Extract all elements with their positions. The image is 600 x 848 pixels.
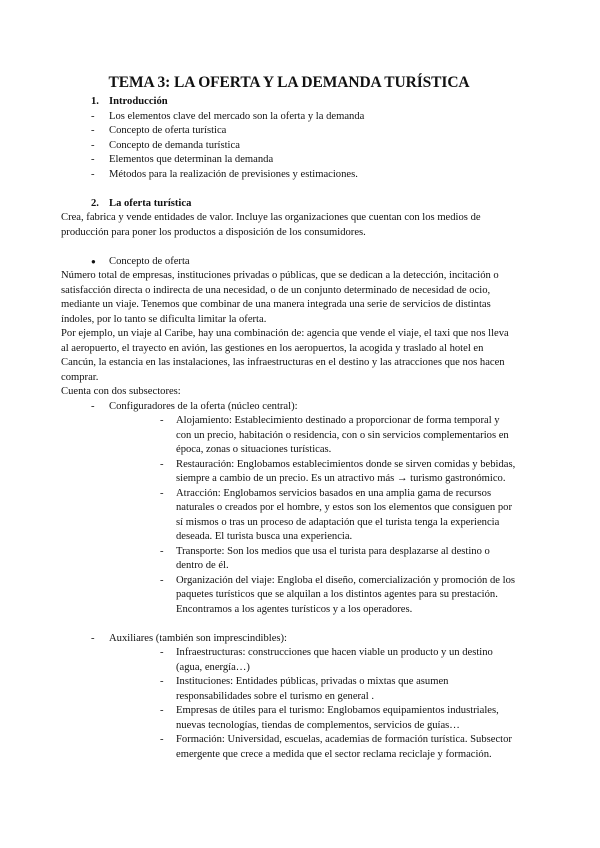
paragraph: Número total de empresas, instituciones privadas o públicas, que se dedican a la detección, incitación o satisfacción directa o indirecta de una necesidad, o de un conjunto determinado de necesidad de ocio, mediante un viaje. Tenemos que combinar de una manera integrada una serie de servicios de distintas índoles, por lo tanto se dificulta limitar la oferta. <box>61 270 499 325</box>
list-item: - Los elementos clave del mercado son la oferta y la demanda <box>91 110 365 122</box>
auxiliares-list <box>61 646 517 762</box>
list-item: - Organización del viaje: Engloba el diseño, comercialización y promoción de los paquetes turísticos que se alquilan a los distintos agentes para su prestación. Encontramos a los agentes turísticos y a los operadores. <box>160 574 515 615</box>
intro-paragraph: Crea, fabrica y vende entidades de valor. Incluye las organizaciones que cuentan con los medios de producción para poner los productos a disposición de los consumidores. <box>61 212 481 238</box>
bullet-icon: ● <box>91 256 96 266</box>
bullet-concepto-oferta: ● Concepto de oferta <box>61 255 517 270</box>
list-item: - Infraestructuras: construcciones que hacen viable un producto y un destino (agua, energía…) <box>160 647 493 673</box>
configuradores-list <box>61 414 517 617</box>
section-heading-oferta: 2. La oferta turística <box>91 197 192 209</box>
subsector-list <box>61 400 517 415</box>
list-item: - Auxiliares (también son imprescindibles): <box>91 632 287 644</box>
paragraph: Por ejemplo, un viaje al Caribe, hay una combinación de: agencia que vende el viaje, el taxi que nos lleva al aeropuerto, el trayecto en avión, las gestiones en los aeropuertos, la acogida y traslado al hotel en Cancún, la estancia en las instalaciones, las infraestructuras en el destino y las atracciones que nos hacen comprar. <box>61 328 509 383</box>
list-item: - Concepto de demanda turística <box>91 139 240 151</box>
document-page <box>61 74 517 762</box>
intro-list <box>61 110 517 183</box>
list-item: - Concepto de oferta turística <box>91 125 227 136</box>
list-item: - Formación: Universidad, escuelas, academias de formación turística. Subsector emergente que crece a medida que el sector reclama reciclaje y formación. <box>160 734 512 760</box>
list-item: - Atracción: Englobamos servicios basados en una amplia gama de recursos naturales o creados por el hombre, y estos son los elementos que consiguen por sí mismos o tras un proceso de adaptación que el turista tenga la experiencia deseada. El turista busca una experiencia. <box>160 487 512 542</box>
list-item: - Elementos que determinan la demanda <box>91 154 274 165</box>
list-item: - Instituciones: Entidades públicas, privadas o mixtas que asumen responsabilidades sobre el turismo en general . <box>160 676 449 702</box>
list-item: - Transporte: Son los medios que usa el turista para desplazarse al destino o dentro de él. <box>160 545 490 571</box>
list-item: - Métodos para la realización de previsiones y estimaciones. <box>91 168 358 180</box>
list-item: - Restauración: Englobamos establecimientos donde se sirven comidas y bebidas, siempre a cambio de un precio. Es un atractivo más → turismo gastronómico. <box>160 458 516 484</box>
list-item: - Empresas de útiles para el turismo: Englobamos equipamientos industriales, nuevas tecnologías, tiendas de complementos, servicios de guías… <box>160 705 499 731</box>
section-heading-introduccion: 1. Introducción <box>91 96 168 107</box>
paragraph: Cuenta con dos subsectores: <box>61 386 181 397</box>
document-title: TEMA 3: LA OFERTA Y LA DEMANDA TURÍSTICA <box>108 74 470 91</box>
subsector-list <box>61 632 517 647</box>
list-item: - Configuradores de la oferta (núcleo central): <box>91 400 298 412</box>
list-item: - Alojamiento: Establecimiento destinado a proporcionar de forma temporal y con un precio, habitación o residencia, con o sin servicios complementarios en época, zonas o situaciones turísticas. <box>160 415 509 455</box>
